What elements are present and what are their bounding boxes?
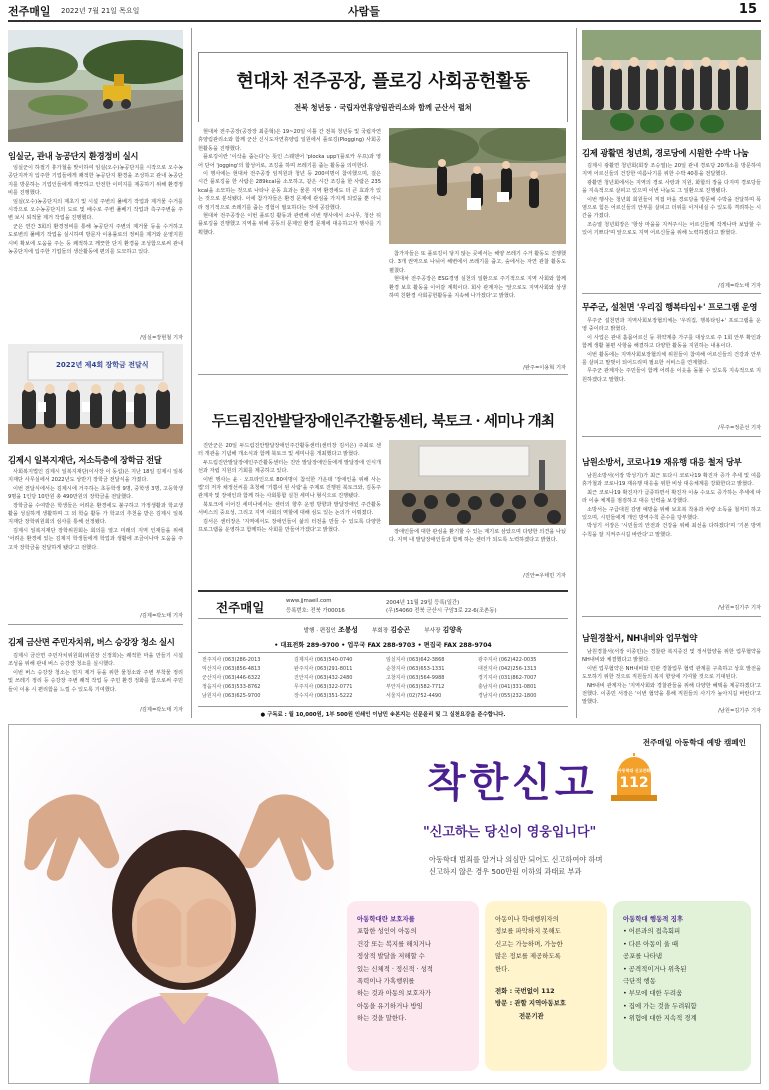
watermelon-byline: /김제=곽노태 기자 — [718, 283, 761, 289]
bureau-entry: 임실지사 (063)642-3868 — [386, 657, 445, 663]
divider — [582, 436, 761, 437]
hyundai-body-col1 — [198, 128, 381, 360]
staff-name-3: 김양옥 — [442, 626, 463, 634]
page-number: 15 — [738, 2, 757, 17]
hyundai-para-2: 플로깅이란 '이삭을 줍는다'는 뜻인 스웨덴어 'plocka upp'(플로카 우프)과 영어 단어 'jogging'의 합성어로, 조깅을 하며 쓰레기를 줍는 활동을 의미한다. — [198, 154, 381, 169]
farm-body — [8, 164, 183, 334]
muju-para-4: 무주군 관계자는 주민들이 함께 어려운 이웃을 돌볼 수 있도록 지속적으로 지원하겠다고 말했다. — [582, 368, 761, 383]
definition-line: 포함한 성인이 아동의 — [357, 927, 417, 936]
hyundai-title-box — [198, 52, 568, 122]
watermelon-para-1: 김제시 광활면 청년회(회장 조승열)는 20일 관내 경로당 20개소를 방문하여 지역 어르신들의 건강한 여름나기를 위한 수박 40통을 전달했다. — [582, 163, 761, 178]
issue-date: 2022년 7월 21일 목요일 — [61, 7, 140, 15]
badge-number: 112 — [619, 775, 649, 791]
bureau-entry: 남원지사 (063)625-9700 — [202, 693, 261, 699]
namwon-fire-body — [582, 472, 761, 604]
welfare-photo-banner: 2022년 제4회 장학금 전달식 — [56, 361, 149, 369]
welfare-byline: /김제=곽노태 기자 — [140, 613, 183, 619]
reporting-visit: 방문 : 관할 지역아동보호 — [495, 999, 566, 1008]
bureau-entry: 충남지사 (041)331-0801 — [478, 684, 537, 690]
welfare-para-4: 김제시 일복지재단 장학위원회는 회의를 열고 미래의 지역 인재들을 위해 '어려운 환경에 있는 김제지 학생들에게 학업과 생활에 조금이나마 도움을 주고자 장학금을 전달하게 됐다'고 전했다. — [8, 527, 183, 551]
campaign-slogan: "신고하는 당신이 영웅입니다" — [423, 825, 597, 840]
bureau-entry: 무주지사 (063)322-0771 — [294, 684, 353, 690]
welfare-photo — [8, 344, 183, 444]
campaign-illustration — [9, 725, 349, 1084]
campaign-title: 착한신고 — [427, 760, 598, 806]
bureau-entry: 전주지사 (063)286-2013 — [202, 657, 261, 663]
hyundai-subtitle: 전북 청년동 · 국립자연휴양림관리소와 함께 군산서 펼쳐 — [294, 103, 472, 112]
watermelon-title: 김제 광활면 청년회, 경로당에 시원한 수박 나눔 — [582, 148, 749, 158]
definition-line: 폭력이나 가혹행위를 — [357, 977, 415, 986]
campaign-desc-2: 신고하지 않은 경우 500만원 이하의 과태료 부과 — [429, 867, 582, 876]
namwon-fire-title: 남원소방서, 코로나19 재유행 대응 철저 당부 — [582, 457, 742, 467]
center-para-1: 진안군은 20일 두드림진안발달장애인주간활동센터(센터장 김서은) 주최로 센터 개관을 기념해 개소식과 함께 북토크 및 세미나를 개최했다고 밝혔다. — [198, 443, 381, 458]
bureau-entry: 익산지사 (063)856-4813 — [202, 666, 261, 672]
namwon-fire-para-4: 박성기 서장은 '시민들의 안전과 건강을 위해 최선을 다하겠다'며 '기본 방역수칙을 잘 지켜주시길 바란다'고 말했다. — [582, 523, 761, 538]
watermelon-para-3: 이번 행사는 청년회 회원들이 직접 마을 경로당을 방문해 수박을 전달하며 폭염으로 힘든 어르신들의 안부를 살피고 더위를 이겨내실 수 있도록 격려하는 시간을 가졌다. — [582, 196, 761, 220]
masthead-footer: ● 구독료 : 월 10,000원, 1부 500원 인쇄인 이남민 ※본지는 신문윤리 및 그 실천요강을 준수합니다. — [198, 706, 568, 718]
staff-label-3: 부사장 — [424, 628, 441, 634]
bureau-col-1 — [202, 656, 290, 701]
bureau-entry: 서울지사 (02)752-4490 — [386, 693, 442, 699]
header-rule — [8, 20, 761, 22]
center-para-2: 두드림진안발달장애인주간활동센터는 진안 발달장애인들에게 발달장애 인식개선과 자립 지원의 기회를 제공하고 있다. — [198, 459, 381, 475]
watermelon-para-2: 광활면 청년회에서는 지역의 경로 사랑과 지원, 화합의 장을 다지며 경로당들을 지속적으로 살피고 있으며 이번 나눔도 그 일환으로 진행됐다. — [582, 179, 761, 195]
divider — [198, 652, 568, 653]
bus-para-2: 이번 버스 승강장 청소는 먼지 제거 등을 위한 물청소와 주변 부착물 정리 및 쓰레기 정리 등 승강장 주변 쾌적 작업 등 주민 환경 정화를 함으로써 주민들이 이용 시 편리함을 느낄 수 있도록 기여했다. — [8, 669, 183, 693]
signs-line: • 공격적이거나 위축된 — [623, 964, 687, 973]
namwon-police-para-2: 이번 업무협약은 NH내비와 민관 경찰업무 협력 관계를 구축하고 상호 발전을 도모하기 위한 것으로 직원들의 복지 향상에 기여할 것으로 기대된다. — [582, 665, 761, 681]
bureau-entry: 고창지사 (063)564-9988 — [386, 675, 445, 681]
namwon-police-byline: /남원=김기주 기자 — [718, 708, 761, 714]
signs-line: 극단적 행동 — [623, 977, 656, 986]
welfare-para-2: 이번 전달식에서는 김제시에 거주하는 초등학생 9명, 중학생 3명, 고등학생 9명을 1인당 10만원 총 490만원의 장학금을 전달했다. — [8, 485, 183, 501]
hyundai-para-5: 참가자들은 또 플로깅이 닿지 않는 곳에서는 해양 쓰레기 수거 활동도 진행했다. 3개 권역으로 나뉘어 해변에서 쓰레기를 줍고, 숲에서는 자연 관찰 활동도 펼쳤다. — [389, 251, 566, 274]
campaign-ad — [8, 724, 761, 1084]
farm-para-1: 임실군이 하절기 휴가철을 맞이하여 임실(오수)농공단지를 시작으로 오수농공단지까지 입주한 기업들에게 쾌적한 농공단지 환경을 조성하고 관내 농공단지를 방문하는 기업인들에게 깨끗하고 안전한 이미지를 제공하기 위해 환경정비를 진행했다. — [8, 165, 183, 197]
divider — [8, 624, 183, 625]
divider — [582, 293, 761, 294]
namwon-police-para-3: NH내비 관계자는 '지역사회와 경찰관들을 위해 다양한 혜택을 제공하겠다'고 전했다. 이종민 서장은 '이번 협약을 통해 직원들의 사기가 높아지길 바란다'고 말했다. — [582, 682, 761, 706]
divider — [582, 616, 761, 617]
bureau-entry: 진안지사 (063)432-2480 — [294, 675, 353, 681]
divider — [198, 618, 568, 619]
column-divider — [191, 28, 192, 718]
signs-line: • 집에 가는 것을 두려워함 — [623, 1001, 697, 1010]
reporting-line: 정보를 파악하지 못해도 — [495, 927, 561, 936]
definition-line: 있는 신체적 · 정신적 · 성적 — [357, 964, 433, 973]
reporting-line: 아동이나 학대행위자의 — [495, 915, 559, 923]
reporting-line: 신고는 가능하며, 가능한 — [495, 939, 563, 948]
bureau-entry: 김제지사 (063)540-0740 — [294, 657, 353, 663]
bureau-entry: 부안지사 (063)582-7712 — [386, 684, 445, 690]
masthead-box — [198, 590, 568, 718]
bureau-entry: 정읍지사 (063)533-8762 — [202, 684, 261, 690]
center-para-4: 북토크에 이어진 세미나에서는 센터의 향후 운영 방향과 발달장애인 주간활동 서비스의 중요성, 그리고 지역 사회의 역할에 대해 심도 있는 논의가 이뤄졌다. — [198, 501, 381, 517]
definition-line: 아동을 유기하거나 방임 — [357, 1001, 423, 1010]
bus-title: 김제 금산면 주민자치위, 버스 승강장 청소 실시 — [8, 637, 175, 647]
signs-box — [613, 901, 751, 1071]
center-title: 두드림진안발달장애인주간활동센터, 북토크 · 세미나 개최 — [211, 413, 555, 430]
hyundai-title: 현대차 전주공장, 플로깅 사회공헌활동 — [236, 71, 530, 92]
staff-name-2: 김승곤 — [390, 626, 411, 634]
reporting-box — [485, 901, 607, 1071]
welfare-body — [8, 468, 183, 613]
bureau-entry: 대전지사 (042)256-1313 — [478, 666, 537, 672]
bureau-entry: 광주지사 (062)422-0035 — [478, 657, 537, 663]
badge-112 — [607, 753, 661, 801]
center-body-col1 — [198, 442, 381, 576]
signs-line: • 위험에 대한 지속적 경계 — [623, 1014, 697, 1023]
namwon-fire-para-3: 소방서는 구급대원 감염 예방을 위해 보호복 착용과 차량 소독을 철저히 하고 있으며, 시민들에게 개인 방역수칙 준수를 당부했다. — [582, 506, 761, 522]
namwon-fire-para-1: 남원소방서(서장 박성기)가 최근 또다시 코로나19 확진자 증가 추세 및 여름 휴가철과 코로나19 재유행 대응을 위한 비상 대응체계를 강화한다고 밝혔다. — [582, 473, 761, 488]
farm-para-2: 임실(오수)농공단지의 제초기 및 시설 주변의 풀베기 작업과 제거물 수거를 시작으로 오수농공단지의 도로 및 배수로 주변 풀베기 작업과 측구주변을 주변 보시 퇴적물 제거 작업을 진행했다. — [8, 198, 183, 222]
signs-line: • 어른과의 접촉회피 — [623, 927, 681, 936]
bureau-col-3 — [386, 656, 474, 701]
farm-byline: /임실=장현철 기자 — [140, 335, 183, 341]
namwon-police-body — [582, 648, 761, 706]
definition-line: 하는 것을 말한다. — [357, 1014, 407, 1023]
definition-box — [347, 901, 479, 1071]
bureau-entry: 군산지사 (063)446-6322 — [202, 675, 261, 681]
bureau-entry: 경기지사 (031)862-7007 — [478, 675, 537, 681]
badge-top-text: 아동학대 신고전화 — [617, 768, 651, 773]
welfare-title: 김제시 일복지재단, 저소득층에 장학금 전달 — [8, 455, 162, 465]
reporting-line: 많은 정보를 제공하도록 — [495, 952, 561, 961]
definition-line: 건강 또는 복지를 해치거나 — [357, 939, 432, 948]
paper-name: 전주매일 — [8, 5, 51, 18]
farm-photo — [8, 30, 183, 142]
bus-body — [8, 652, 183, 710]
hyundai-para-1: 현대차 전주공장(공장장 최준혁)은 19~20일 이틀 간 전북 청년동 및 국립자연휴양림관리소와 함께 군산 신시도자연휴양림 일원에서 플로깅(Plogging) 사회공헌활동을 진행했다. — [198, 129, 381, 152]
bureau-entry: 완주지사 (063)291-8011 — [294, 666, 353, 672]
watermelon-body — [582, 162, 761, 282]
hyundai-para-3: 이 행사에는 현대차 전주공장 임직원과 청년 등 200여명이 참여했으며, 걸은 시간 플로깅을 한 사람은 289kcal을 소모하고, 같은 시간 조깅을 한 사람은 235kcal을 소모하는 것으로 나타나 운동 효과는 물론 지역 환경에도 더 큰 효과가 있는 것으로 분석됐다. 이에 참가자들은 환경 문제에 관심을 가지게 되었을 뿐 아니라 정기적으로 쓰레기를 줍는 경험이 필요하다는 것에 공감했다. — [198, 171, 381, 211]
center-para-6: 장애인들에 대한 관심을 환기할 수 있는 계기로 삼았으며 다양한 의견을 나눴다. 지역 내 발달장애인들과 함께 하는 센터가 되도록 노력하겠다고 밝혔다. — [389, 529, 566, 544]
bureau-col-2 — [294, 656, 382, 701]
reporting-phone: 전화 : 국번없이 112 — [495, 987, 555, 996]
signs-title: 아동학대 행동적 징후 — [623, 915, 684, 923]
definition-line: 정상적 발달을 저해할 수 — [357, 952, 425, 961]
watermelon-photo — [582, 30, 761, 140]
column-divider — [576, 28, 577, 718]
masthead-reg: 등록번호: 전북 가00016 — [286, 608, 345, 614]
farm-para-3: 군은 연간 3회의 환경정비를 통해 농공단지 주변의 제거물 등을 수거하고 도로변의 풀베기 작업을 실시하며 방문자 이용률로의 정비를 제거와 운영지원 시비 확보에 도움을 주는 등 쾌적하고 깨끗한 단지 환경을 조성함으로써 관내 농공단지에 입주한 기업들의 생산활동에 편의를 도모하고 있다. — [8, 223, 183, 256]
campaign-desc-1: 아동학대 범죄를 알거나 의심만 되어도 신고하여야 하며 — [429, 855, 603, 864]
welfare-para-1: 사회복지법인 김제시 일복지재단(이사장 이 동섭)은 지난 18일 김제시 일복지재단 사무실에서 2022년도 상반기 장학금 전달식을 가졌다. — [8, 469, 183, 484]
center-para-5: 김서은 센터장은 '지역에서도 장애인들이 삶의 터전을 만들 수 있도록 다양한 프로그램을 운영하고 함께하는 사회를 만들어가겠다'고 밝혔다. — [198, 518, 381, 534]
farm-title: 임실군, 관내 농공단지 환경정비 실시 — [8, 151, 139, 161]
muju-title: 무주군, 설천면 '우리집 행복타임+' 프로그램 운영 — [582, 302, 758, 312]
hyundai-para-4: 현대차 전주공장은 이번 플로깅 활동과 관련해 이번 행사에서 소나무, 청산 뒤 플로깅을 진행했고 지역을 위해 공동의 문제인 환경 문제에 대응하고자 행사를 기획했다. — [198, 213, 381, 236]
signs-line: • 다른 아동이 울 때 — [623, 939, 679, 948]
staff-label-1: 발행 · 편집인 — [303, 628, 336, 634]
muju-para-2: 이 사업은 관내 홀몸어르신 등 취약계층 가구를 대상으로 주 1회 안부 확인과 함께 생활 불편 사항을 해결하고 다양한 활동을 지원하는 내용이다. — [582, 334, 761, 350]
section-title: 사람들 — [348, 5, 380, 18]
namwon-police-title: 남원경찰서, NH내비와 업무협약 — [582, 633, 698, 643]
page-header — [8, 2, 761, 20]
hyundai-para-6: 현대차 전주공장은 ESG경영 실천의 일환으로 주기적으로 지역 사회와 함께 환경 보호 활동을 이어갈 계획이다. 회사 관계자는 '앞으로도 지역사회와 상생하며 친환경 사회공헌활동을 지속해 나가겠다'고 밝혔다. — [389, 276, 566, 300]
reporting-visit-2: 전문기관 — [519, 1011, 544, 1020]
masthead-addr1: 2004년 11월 29일 등록(일간) — [386, 600, 460, 606]
namwon-fire-byline: /남원=김기주 기자 — [718, 605, 761, 611]
reporting-line: 한다. — [495, 964, 510, 973]
hyundai-byline: /완주=이용혁 기자 — [523, 365, 566, 371]
staff-label-2: 부회장 — [372, 628, 389, 634]
hyundai-photo — [389, 128, 566, 244]
staff-name-1: 조봉성 — [338, 626, 358, 634]
bus-byline: /김제=곽노태 기자 — [140, 707, 183, 713]
center-para-3: 이번 행사는 윤 · 오프라인으로 80여명이 참석한 가운데 '장애인을 위해 사는 법'의 저자 채정선씨를 초청해 '기쁨이 된 사람'을 주제로 진행된 북토크와, 김동주 관계자 및 장애인과 함께 하는 사회통합 실천 세미나 형식으로 진행됐다. — [198, 476, 381, 500]
muju-para-3: 이번 활동에는 지역사회보장협의체 위원들이 참여해 어르신들의 건강과 안부를 살피고 말벗이 되어드리며 필요한 서비스를 연계했다. — [582, 351, 761, 367]
welfare-para-3: 장학금을 수여받은 학생들은 어려운 환경에도 불구하고 가정생활과 학교생활을 성실하게 생활하며 그 외 학습 활동 가 학교의 추천을 받은 김제시 일복지재단 장학위원회의 심사를 통해 선정됐다. — [8, 502, 183, 526]
bureau-col-4 — [478, 656, 566, 701]
signs-line: 공포를 나타냄 — [623, 952, 663, 961]
muju-para-1: 무주군 설천면과 지역사회보장협의체는 '우리집, 행복타임+' 프로그램을 운영 중이라고 밝혔다. — [582, 318, 761, 333]
masthead-addr2: (우)54060 전북 군산시 구암3로 22-6(조촌동) — [386, 608, 497, 614]
center-byline: /진안=우태민 기자 — [523, 573, 566, 579]
masthead-name: 전주매일 — [216, 600, 265, 615]
hyundai-body-col2 — [389, 250, 566, 350]
bureau-entry: 장수지사 (063)351-5222 — [294, 693, 353, 699]
masthead-phones: • 대표전화 289-9700 • 업무국 FAX 288-9703 • 편집국 FAX 288-9704 — [274, 642, 492, 649]
bureau-entry: 경남지사 (055)232-1800 — [478, 693, 537, 699]
watermelon-para-4: 조승열 청년회장은 '항상 마을을 지켜주시는 어르신들께 작게나마 보답할 수 있어 기쁘다'며 앞으로도 지역 어르신들을 위해 노력하겠다고 밝혔다. — [582, 221, 761, 237]
campaign-top-label: 전주매일 아동학대 예방 캠페인 — [642, 738, 746, 747]
definition-line: 하는 것과 아동의 보호자가 — [357, 989, 432, 998]
center-body-col2 — [389, 528, 566, 556]
divider — [198, 374, 568, 375]
definition-line: 아동학대란 보호자를 — [357, 915, 415, 923]
signs-line: • 부모에 대한 두려움 — [623, 989, 683, 998]
bureau-entry: 순창지사 (063)653-1331 — [386, 666, 445, 672]
muju-byline: /무주=정준선 기자 — [718, 425, 761, 431]
muju-body — [582, 317, 761, 423]
masthead-staff — [198, 624, 568, 634]
bus-para-1: 김제시 금산면 주민자치위원회(위원장 신정희)는 쾌적한 마을 만들기 시설 조성을 위해 관내 버스 승강장 청소를 실시했다. — [8, 653, 183, 668]
center-photo — [389, 440, 566, 525]
masthead-url: www.jjmaeil.com — [286, 598, 332, 604]
namwon-police-para-1: 남원경찰서(서장 이종민)는 경찰관 복지증진 및 정서함양을 위한 업무협약을 NH내비와 체결했다고 밝혔다. — [582, 649, 761, 664]
namwon-fire-para-2: 최근 코로나19 확진자가 급증하면서 확진자 이송 수요도 증가하는 추세에 따라 이송 체계를 점검하고 대응 인력을 보강했다. — [582, 489, 761, 505]
